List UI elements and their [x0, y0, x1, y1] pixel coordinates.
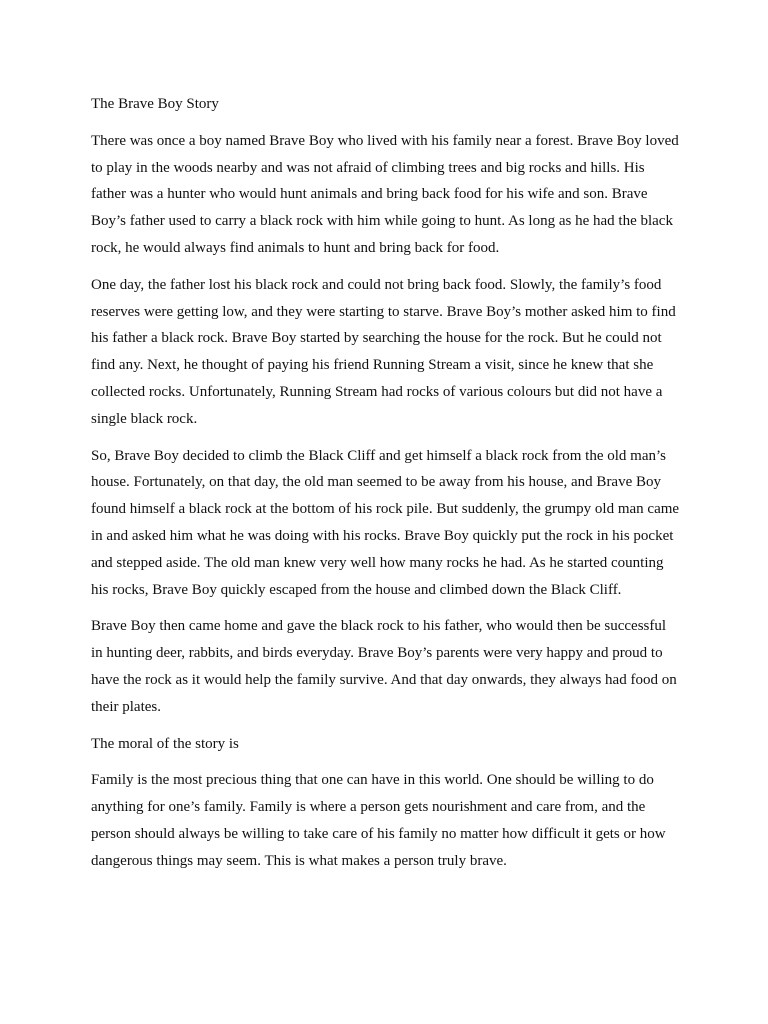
story-paragraph-2: One day, the father lost his black rock and could not bring back food. Slowly, the family’s food reserves were getting low, and they were starting to starve. Brave Boy’s mother asked him to find his father a black rock. Brave Boy started by searching the house for the rock. But he could not find any. Next, he thought of paying his friend Running Stream a visit, since he knew that she collected rocks. Unfortunately, Running Stream had rocks of various colours but did not have a single black rock. [91, 276, 676, 427]
story-paragraph-4: Brave Boy then came home and gave the black rock to his father, who would then be successful in hunting deer, rabbits, and birds everyday. Brave Boy’s parents were very happy and proud to have the rock as it would help the family survive. And that day onwards, they always had food on their plates. [91, 618, 677, 715]
document-title: The Brave Boy Story [91, 96, 219, 112]
moral-paragraph: Family is the most precious thing that one can have in this world. One should be willing to do anything for one’s family. Family is where a person gets nourishment and care from, and the person should always be willing to take care of his family no matter how difficult it gets or how dangerous things may seem. This is what makes a person truly brave. [91, 772, 666, 869]
story-paragraph-3: So, Brave Boy decided to climb the Black Cliff and get himself a black rock from the old man’s house. Fortunately, on that day, the old man seemed to be away from his house, and Brave Boy found himself a black rock at the bottom of his rock pile. But suddenly, the grumpy old man came in and asked him what he was doing with his rocks. Brave Boy quickly put the rock in his pocket and stepped aside. The old man knew very well how many rocks he had. As he started counting his rocks, Brave Boy quickly escaped from the house and climbed down the Black Cliff. [91, 447, 680, 598]
document-page [91, 91, 681, 885]
moral-heading: The moral of the story is [91, 735, 239, 752]
story-paragraph-1: There was once a boy named Brave Boy who lived with his family near a forest. Brave Boy loved to play in the woods nearby and was not afraid of climbing trees and big rocks and hills. His father was a hunter who would hunt animals and bring back food for his wife and son. Brave Boy’s father used to carry a black rock with him while going to hunt. As long as he had the black rock, he would always find animals to hunt and bring back for food. [91, 132, 679, 256]
